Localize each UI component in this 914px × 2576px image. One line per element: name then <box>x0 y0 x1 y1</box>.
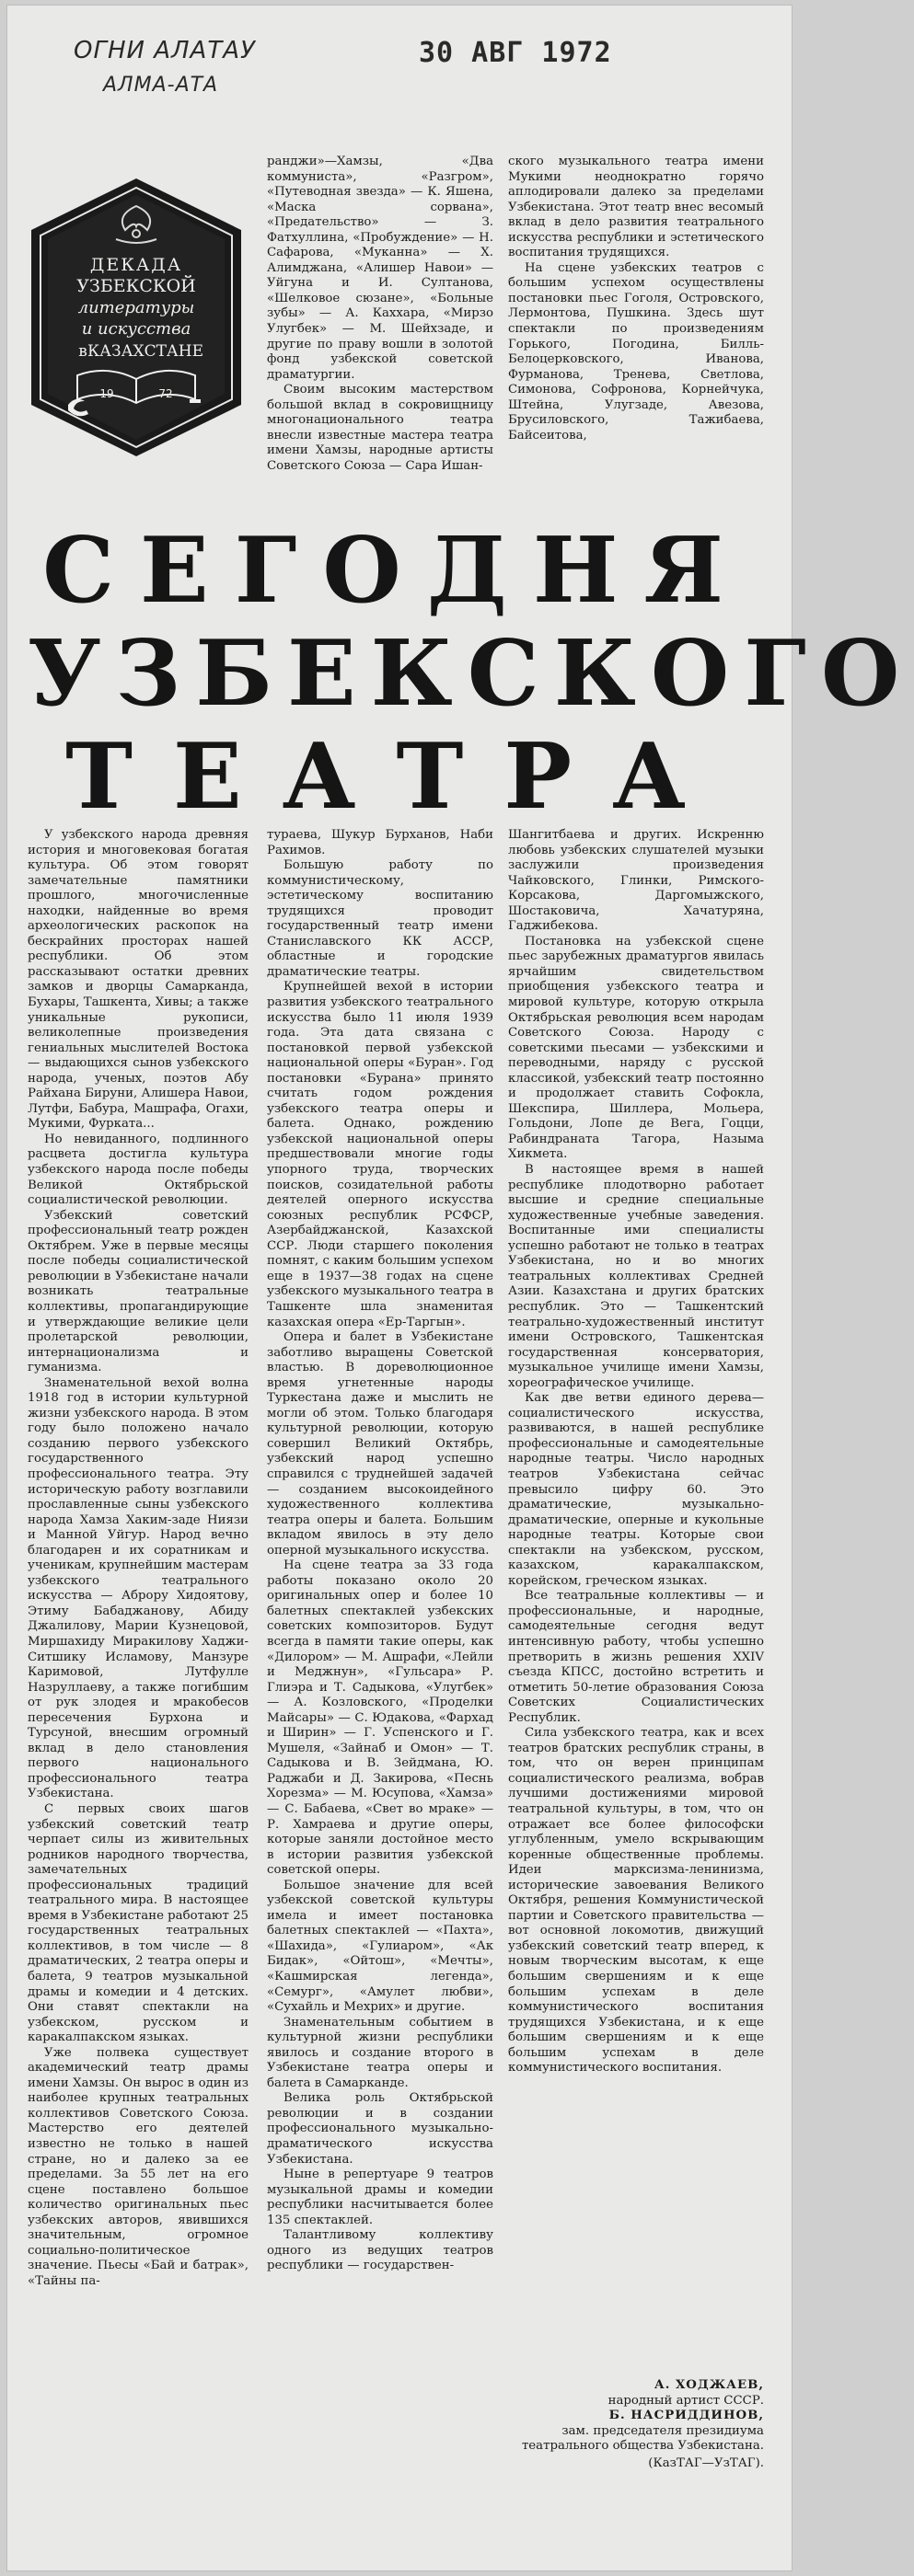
headline-line-1: СЕГОДНЯ <box>42 518 749 624</box>
paragraph: ранджи»—Хамзы, «Два коммуниста», «Разгром», «Путеводная звезда» — К. Яшена, «Маска сорвана», «Предательство» — З. Фатхуллина, «Пробуждение» — Н. Сафарова, «Муканна» — Х. Алимджана, «Алишер Навои» — Уйгуна и И. Султанова, «Шелковое сюзане», «Больные зубы» — А. Каххара, «Мирзо Улугбек» — М. Шейхзаде, и другие по праву вошли в золотой фонд узбекской советской драматургии. <box>267 155 493 382</box>
paragraph: Шангитбаева и других. Искренню любовь узбекских слушателей музыки заслужили произведения Чайковского, Глинки, Римского-Корсакова, Даргомыжского, Шостаковича, Хачатуряна, Гаджибекова. <box>508 828 764 934</box>
emblem-line-2: УЗБЕКСКОЙ <box>76 276 196 296</box>
paragraph: ского музыкального театра имени Мукими неоднократно горячо аплодировали далеко за пределами Узбекистана. Этот театр внес весомый вклад в дело развития театрального искусства республики и эстетического воспитания трудящихся. <box>508 155 764 260</box>
headline-line-3: ТЕАТРА <box>65 724 726 830</box>
article-column-1 <box>28 828 249 2290</box>
news-agency: (КазТАГ—УзТАГ). <box>648 2455 764 2470</box>
author-2-name: Б. НАСРИДДИНОВ, <box>608 2409 764 2422</box>
top-column-b <box>508 155 764 443</box>
emblem-year-right: 72 <box>158 387 173 400</box>
top-column-a <box>267 155 493 474</box>
paragraph: Как две ветви единого дерева—социалистического искусства, развиваются, в нашей республике профессиональные и самодеятельные народные театры. Число народных театров Узбекистана сейчас превысило цифру 60. Это драматические, музыкально-драматические, оперные и кукольные народные театры. Которые свои спектакли на узбекском, русском, казахском, каракалпакском, корейском, греческом языках. <box>508 1391 764 1588</box>
headline-line-2: УЗБЕКСКОГО <box>28 621 914 727</box>
paragraph: Уже полвека существует академический театр драмы имени Хамзы. Он вырос в один из наиболее крупных театральных коллективов Советского Союза. Мастерство его деятелей известно не только в нашей стране, но и далеко за ее пределами. За 55 лет на его сцене поставлено большое количество оригинальных пьес узбекских авторов, явившихся значительным, огромное социально-политическое значение. Пьесы «Бай и батрак», «Тайны па- <box>28 2045 249 2288</box>
emblem-line-6: КАЗАХСТАНЕ <box>87 342 204 361</box>
article-column-2 <box>267 828 493 2274</box>
paragraph: Крупнейшей вехой в истории развития узбекского театрального искусства было 11 июля 1939 года. Эта дата связана с постановкой первой узбекской национальной оперы «Буран». Год постановки «Бурана» принято считать годом рождения узбекского театра оперы и балета. Однако, рождению узбекской национальной оперы предшествовали многие годы упорного труда, творческих поисков, созидательной работы деятелей оперного искусства союзных республик РСФСР, Азербайджанской, Казахской ССР. Люди старшего поколения помнят, с каким большим успехом еще в 1937—38 годах на сцене узбекского музыкального театра в Ташкенте шла знаменитая казахская опера «Ер-Таргын». <box>267 980 493 1329</box>
paragraph: Большое значение для всей узбекской советской культуры имела и имеет постановка балетных спектаклей — «Пахта», «Шахида», «Гулиаром», «Ак Бидак», «Ойтош», «Мечты», «Кашмирская легенда», «Семург», «Амулет любви», «Сухайль и Мехрих» и другие. <box>267 1878 493 2015</box>
headline <box>28 518 914 830</box>
paragraph: Узбекский советский профессиональный театр рожден Октябрем. Уже в первые месяцы после победы социалистической революции в Узбекистане начали возникать театральные коллективы, пропагандирующие и утверждающие великие цели пролетарской революции, интернационализма и гуманизма. <box>28 1208 249 1375</box>
emblem-year-left: 19 <box>99 387 114 400</box>
date-stamp: 30 АВГ 1972 <box>419 37 612 69</box>
paragraph: В настоящее время в нашей республике плодотворно работает высшие и средние специальные художественные учебные заведения. Воспитанные ими специалисты успешно работают не только в театрах Узбекистана, но и во многих театральных коллективах Средней Азии. Казахстана и других братских республик. Это — Ташкентский театрально-художественный институт имени Островского, Ташкентская государственная консерватория, музыкальное училище имени Хамзы, хореографическое училище. <box>508 1163 764 1390</box>
paragraph: тураева, Шукур Бурханов, Наби Рахимов. <box>267 828 493 857</box>
decade-emblem <box>28 175 245 460</box>
paragraph: Все театральные коллективы — и профессиональные, и народные, самодеятельные сегодня ведут интенсивную работу, чтобы успешно претворить в жизнь решения XXIV съезда КПСС, достойно встретить и отметить 50-летие образования Союза Советских Социалистических Республик. <box>508 1589 764 1725</box>
paragraph: На сцене узбекских театров с большим успехом осуществлены постановки пьес Гоголя, Островского, Лермонтова, Пушкина. Здесь шут спектакли по произведениям Горького, Погодина, Билль-Белоцерковского, Иванова, Фурманова, Тренева, Светлова, Симонова, Софронова, Корнейчука, Штейна, Улугзаде, Авезова, Брусиловского, Тажибаева, Байсеитова, <box>508 260 764 443</box>
emblem-line-4: и искусства <box>81 319 191 339</box>
emblem-line-1: ДЕКАДА <box>89 255 183 275</box>
paragraph: Большую работу по коммунистическому, эстетическому воспитанию трудящихся проводит государственный театр имени Станиславского КК АССР, областные и городские драматические театры. <box>267 858 493 979</box>
signature-block <box>508 2378 764 2471</box>
emblem-line-5: в <box>78 342 87 361</box>
emblem-line-3: литературы <box>77 298 195 317</box>
handwritten-city: АЛМА-АТА <box>103 74 219 97</box>
author-1-title: народный артист СССР. <box>607 2393 764 2408</box>
paragraph: Постановка на узбекской сцене пьес зарубежных драматургов явилась ярчайшим свидетельством приобщения узбекского театра и мировой культуре, которую открыла Октябрьская революция всем народам Советского Союза. Народу с советскими пьесами — узбекскими и переводными, наряду с русской классикой, узбекский театр постоянно и продолжает ставить Софокла, Шекспира, Шиллера, Мольера, Гольдони, Лопе де Вега, Гоцци, Рабиндраната Тагора, Назыма Хикмета. <box>508 934 764 1162</box>
paragraph: Опера и балет в Узбекистане заботливо выращены Советской властью. В дореволюционное время угнетенные народы Туркестана даже и мыслить не могли об этом. Только благодаря культурной революции, которую совершил Великий Октябрь, узбекский народ успешно справился с труднейшей задачей — созданием высокоидейного художественного коллектива театра оперы и балета. Большим вкладом явилось в эту дело оперной музыкального искусства. <box>267 1330 493 1558</box>
article-column-3 <box>508 828 764 2076</box>
author-1-name: А. ХОДЖАЕВ, <box>654 2378 764 2392</box>
paragraph: На сцене театра за 33 года работы показано около 20 оригинальных опер и более 10 балетных спектаклей узбекских советских композиторов. Будут всегда в памяти такие оперы, как «Дилором» — М. Ашрафи, «Лейли и Меджнун», «Гульсара» Р. Глиэра и Т. Садыкова, «Улугбек» — А. Козловского, «Проделки Майсары» — С. Юдакова, «Фархад и Ширин» — Г. Успенского и Г. Мушеля, «Зайнаб и Омон» — Т. Садыкова и В. Зейдмана, Ю. Раджаби и Д. Закирова, «Песнь Хорезма» — М. Юсупова, «Хамза» — С. Бабаева, «Свет во мраке» — Р. Хамраева и другие оперы, которые заняли достойное место в истории развития узбекской советской оперы. <box>267 1558 493 1878</box>
paragraph: Ныне в репертуаре 9 театров музыкальной драмы и комедии республики насчитывается более 135 спектаклей. <box>267 2168 493 2227</box>
paragraph: Своим высоким мастерством большой вклад в сокровищницу многонационального театра внесли известные мастера театра имени Хамзы, народные артисты Советского Союза — Сара Ишан- <box>267 383 493 473</box>
paragraph: Сила узбекского театра, как и всех театров братских республик страны, в том, что он верен принципам социалистического реализма, вобрав лучшими достижениями мировой театральной культуры, в том, что он отражает все более философски углубленным, умело вскрывающим коренные общественные проблемы. Идеи марксизма-ленинизма, исторические завоевания Великого Октября, решения Коммунистической партии и Советского правительства — вот основной локомотив, движущий узбекский советский театр вперед, к новым творческим высотам, к еще большим свершениям и к еще большим успехам в деле коммунистического воспитания трудящихся Узбекистана, и к еще большим свершениям и к еще большим успехам в деле коммунистического воспитания. <box>508 1726 764 2076</box>
handwritten-paper-name: ОГНИ АЛАТАУ <box>74 37 256 64</box>
paragraph: Знаменательным событием в культурной жизни республики явилось и создание второго в Узбекистане театра оперы и балета в Самарканде. <box>267 2015 493 2090</box>
paragraph: Талантливому коллективу одного из ведущих театров республики — государствен- <box>267 2228 493 2273</box>
paragraph: С первых своих шагов узбекский советский театр черпает силы из живительных родников народного творчества, замечательных профессиональных традиций театрального мира. В настоящее время в Узбекистане работают 25 государственных театральных коллективов, в том числе — 8 драматических, 2 театра оперы и балета, 9 театров музыкальной драмы и комедии и 4 детских. Они ставят спектакли на узбекском, русском и каракалпакском языках. <box>28 1802 249 2045</box>
paragraph: Знаменательной вехой волна 1918 год в истории культурной жизни узбекского народа. В этом году было положено начало созданию первого узбекского государственного профессионального театра. Эту историческую работу возглавили прославленные сыны узбекского народа Хамза Хаким-заде Ниязи и Манной Уйгур. Народ вечно благодарен и их соратникам и ученикам, крупнейшим мастерам узбекского театрального искусства — Аброру Хидоятову, Этиму Бабаджанову, Абиду Джалилову, Марии Кузнецовой, Миршахиду Миракилову Хаджи-Ситшику Исламову, Манзуре Каримовой, Лутфулле Назруллаеву, а также погибшим от рук злодея и мракобесов пересечения Бурхона и Турсуной, внесшим огромный вклад в дело становления первого национального профессионального театра Узбекистана. <box>28 1375 249 1801</box>
paragraph: Велика роль Октябрьской революции и в создании профессионального музыкально-драматического искусства Узбекистана. <box>267 2091 493 2167</box>
author-2-title: зам. председателя президиума театрального общества Узбекистана. <box>521 2423 764 2453</box>
paragraph: У узбекского народа древняя история и многовековая богатая культура. Об этом говорят замечательные памятники прошлого, многочисленные находки, найденные во время археологических раскопок на бескрайних просторах нашей республики. Об этом рассказывают остатки древних замков и дворцы Самарканда, Бухары, Ташкента, Хивы; а также уникальные рукописи, великолепные произведения гениальных мыслителей Востока — выдающихся сынов узбекского народа, ученых, поэтов Абу Райхана Бируни, Алишера Навои, Лутфи, Бабура, Машрафа, Огахи, Мукими, Фурката... <box>28 828 249 1132</box>
paragraph: Но невиданного, подлинного расцвета достигла культура узбекского народа после победы Великой Октябрьской социалистической революции. <box>28 1132 249 1208</box>
